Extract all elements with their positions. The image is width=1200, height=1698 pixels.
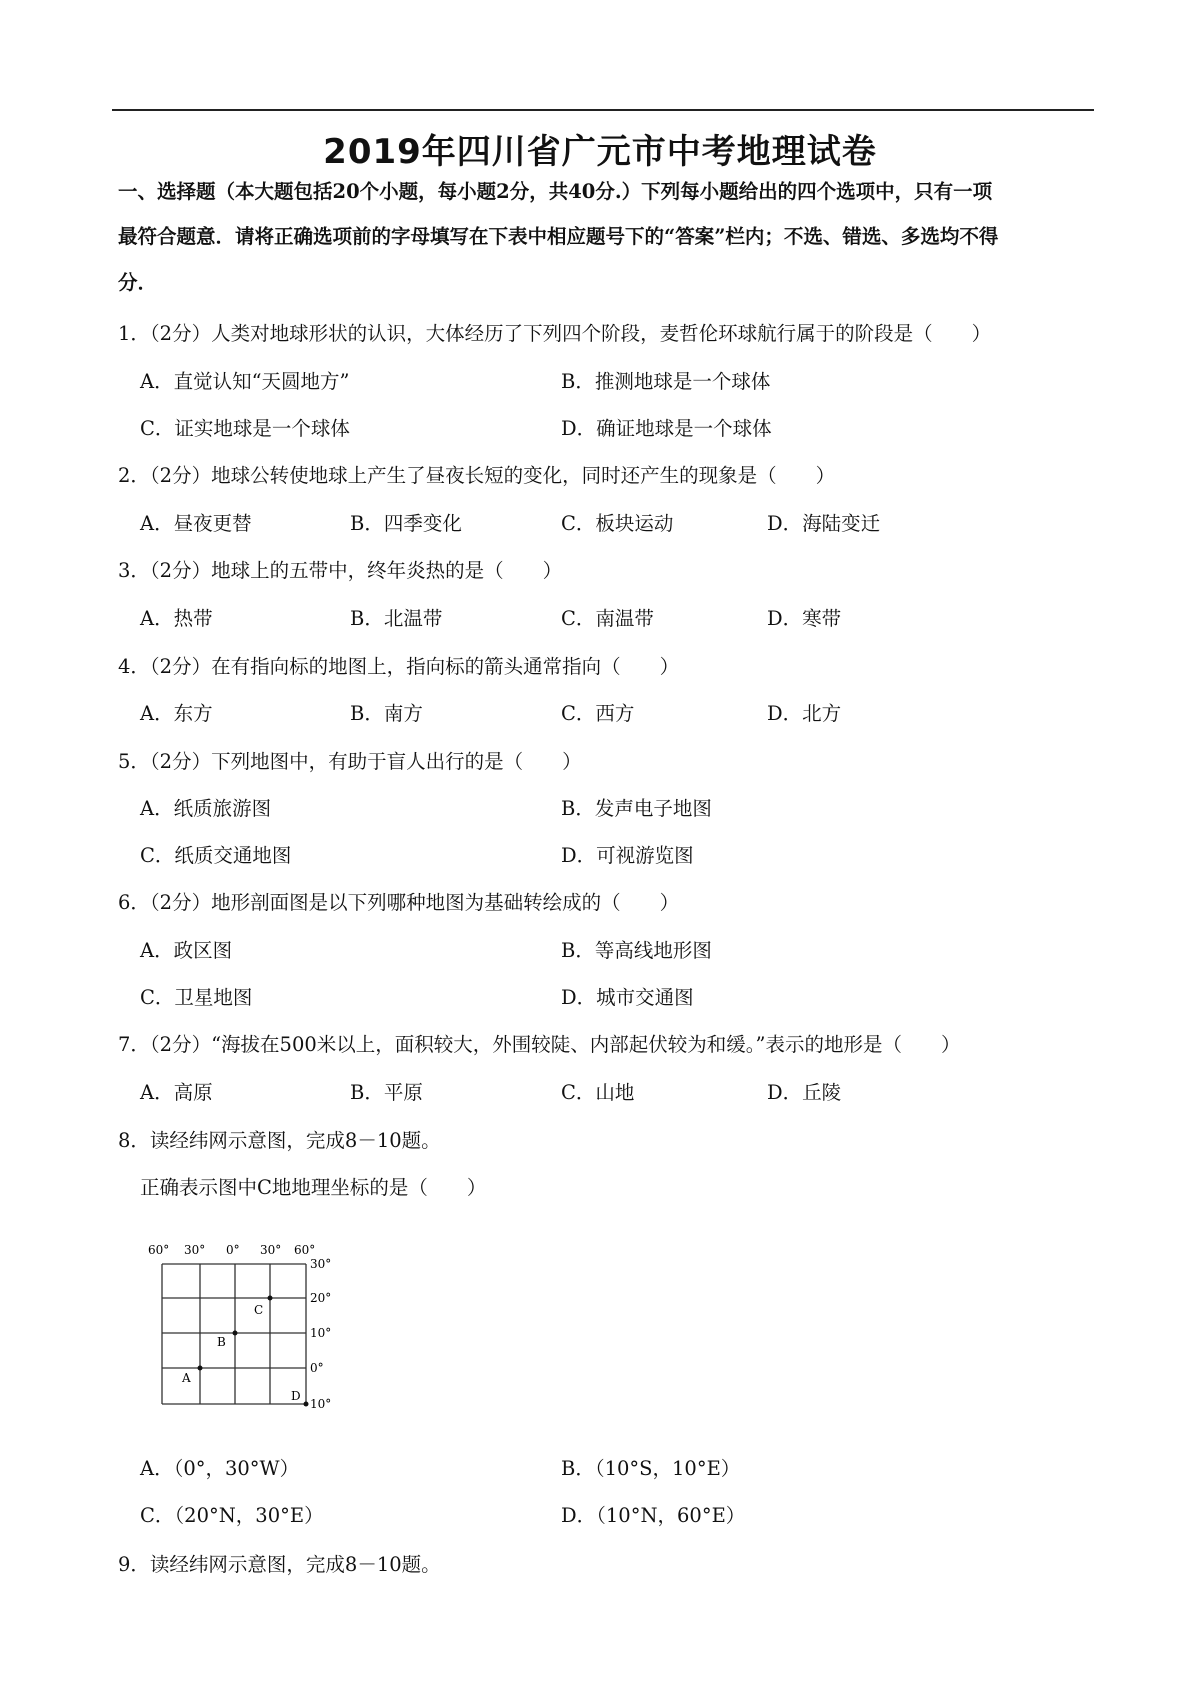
point-a-marker: [198, 1366, 203, 1371]
question-8-option-d[interactable]: D．（10°N，60°E）: [561, 1504, 746, 1527]
point-c-marker: [268, 1296, 273, 1301]
question-5-option-b[interactable]: B．发声电子地图: [561, 797, 712, 820]
point-c-label: C: [254, 1303, 264, 1317]
question-3-option-c[interactable]: C．南温带: [561, 607, 654, 630]
question-5-option-d[interactable]: D．可视游览图: [561, 844, 694, 867]
question-1-option-d[interactable]: D．确证地球是一个球体: [561, 417, 772, 440]
question-3-option-d[interactable]: D．寒带: [767, 607, 842, 630]
question-3-option-a[interactable]: A．热带: [140, 607, 213, 630]
question-2-option-b[interactable]: B．四季变化: [350, 512, 462, 535]
question-7-option-a[interactable]: A．高原: [140, 1081, 213, 1104]
lat-label-4: 10°: [310, 1397, 332, 1411]
lat-label-0: 30°: [310, 1257, 332, 1271]
lat-lon-grid-svg: [138, 1236, 378, 1411]
question-1-option-c[interactable]: C．证实地球是一个球体: [140, 417, 350, 440]
question-6-option-b[interactable]: B．等高线地形图: [561, 939, 712, 962]
question-5-option-a[interactable]: A．纸质旅游图: [140, 797, 272, 820]
lon-label-0: 60°: [148, 1243, 170, 1257]
question-7-stem: 7．（2分）“海拔在500米以上，面积较大，外围较陡、内部起伏较为和缓。”表示的地形是（ ）: [118, 1033, 961, 1056]
question-8-option-c[interactable]: C．（20°N，30°E）: [140, 1504, 324, 1527]
lat-lon-grid-figure: [138, 1236, 378, 1411]
question-7-option-c[interactable]: C．山地: [561, 1081, 635, 1104]
question-5-option-c[interactable]: C．纸质交通地图: [140, 844, 292, 867]
question-6-option-a[interactable]: A．政区图: [140, 939, 233, 962]
lon-label-1: 30°: [184, 1243, 206, 1257]
point-b-label: B: [217, 1335, 226, 1349]
point-d-label: D: [291, 1389, 301, 1403]
question-6-option-d[interactable]: D．城市交通图: [561, 986, 694, 1009]
section-instruction-line-2: 最符合题意．请将正确选项前的字母填写在下表中相应题号下的“答案”栏内；不选、错选、多选均不得: [118, 225, 999, 248]
question-8-sub-stem: 正确表示图中C地地理坐标的是（ ）: [140, 1176, 487, 1199]
question-6-option-c[interactable]: C．卫星地图: [140, 986, 253, 1009]
question-4-option-d[interactable]: D．北方: [767, 702, 842, 725]
question-3-option-b[interactable]: B．北温带: [350, 607, 443, 630]
header-rule: [112, 109, 1094, 111]
question-6-stem: 6．（2分）地形剖面图是以下列哪种地图为基础转绘成的（ ）: [118, 891, 680, 914]
question-8-option-b[interactable]: B．（10°S，10°E）: [561, 1457, 741, 1480]
question-4-option-b[interactable]: B．南方: [350, 702, 423, 725]
lon-label-4: 60°: [294, 1243, 316, 1257]
point-a-label: A: [182, 1371, 191, 1385]
point-b-marker: [233, 1331, 238, 1336]
question-2-option-d[interactable]: D．海陆变迁: [767, 512, 881, 535]
lon-label-2: 0°: [226, 1243, 240, 1257]
lat-label-2: 10°: [310, 1326, 332, 1340]
question-3-stem: 3．（2分）地球上的五带中，终年炎热的是（ ）: [118, 559, 563, 582]
lat-label-1: 20°: [310, 1291, 332, 1305]
lat-label-3: 0°: [310, 1361, 324, 1375]
question-8-stem: 8．读经纬网示意图，完成8－10题。: [118, 1129, 441, 1152]
question-7-option-b[interactable]: B．平原: [350, 1081, 423, 1104]
question-1-stem: 1．（2分）人类对地球形状的认识，大体经历了下列四个阶段，麦哲伦环球航行属于的阶段是（ ）: [118, 322, 992, 345]
question-2-option-c[interactable]: C．板块运动: [561, 512, 674, 535]
question-1-option-a[interactable]: A．直觉认知“天圆地方”: [140, 370, 350, 393]
question-1-option-b[interactable]: B．推测地球是一个球体: [561, 370, 771, 393]
question-4-stem: 4．（2分）在有指向标的地图上，指向标的箭头通常指向（ ）: [118, 655, 680, 678]
section-instruction-line-3: 分．: [118, 271, 158, 294]
question-2-option-a[interactable]: A．昼夜更替: [140, 512, 252, 535]
question-7-option-d[interactable]: D．丘陵: [767, 1081, 842, 1104]
point-d-marker: [304, 1402, 309, 1407]
section-instruction-line-1: 一、选择题（本大题包括20个小题，每小题2分，共40分.）下列每小题给出的四个选项中，只有一项: [118, 180, 993, 203]
question-9-stem: 9．读经纬网示意图，完成8－10题。: [118, 1553, 441, 1576]
question-4-option-c[interactable]: C．西方: [561, 702, 635, 725]
question-5-stem: 5．（2分）下列地图中，有助于盲人出行的是（ ）: [118, 750, 582, 773]
page-title: 2019年四川省广元市中考地理试卷: [323, 132, 877, 172]
question-2-stem: 2．（2分）地球公转使地球上产生了昼夜长短的变化，同时还产生的现象是（ ）: [118, 464, 836, 487]
lon-label-3: 30°: [260, 1243, 282, 1257]
question-8-option-a[interactable]: A．（0°，30°W）: [140, 1457, 300, 1480]
question-4-option-a[interactable]: A．东方: [140, 702, 213, 725]
